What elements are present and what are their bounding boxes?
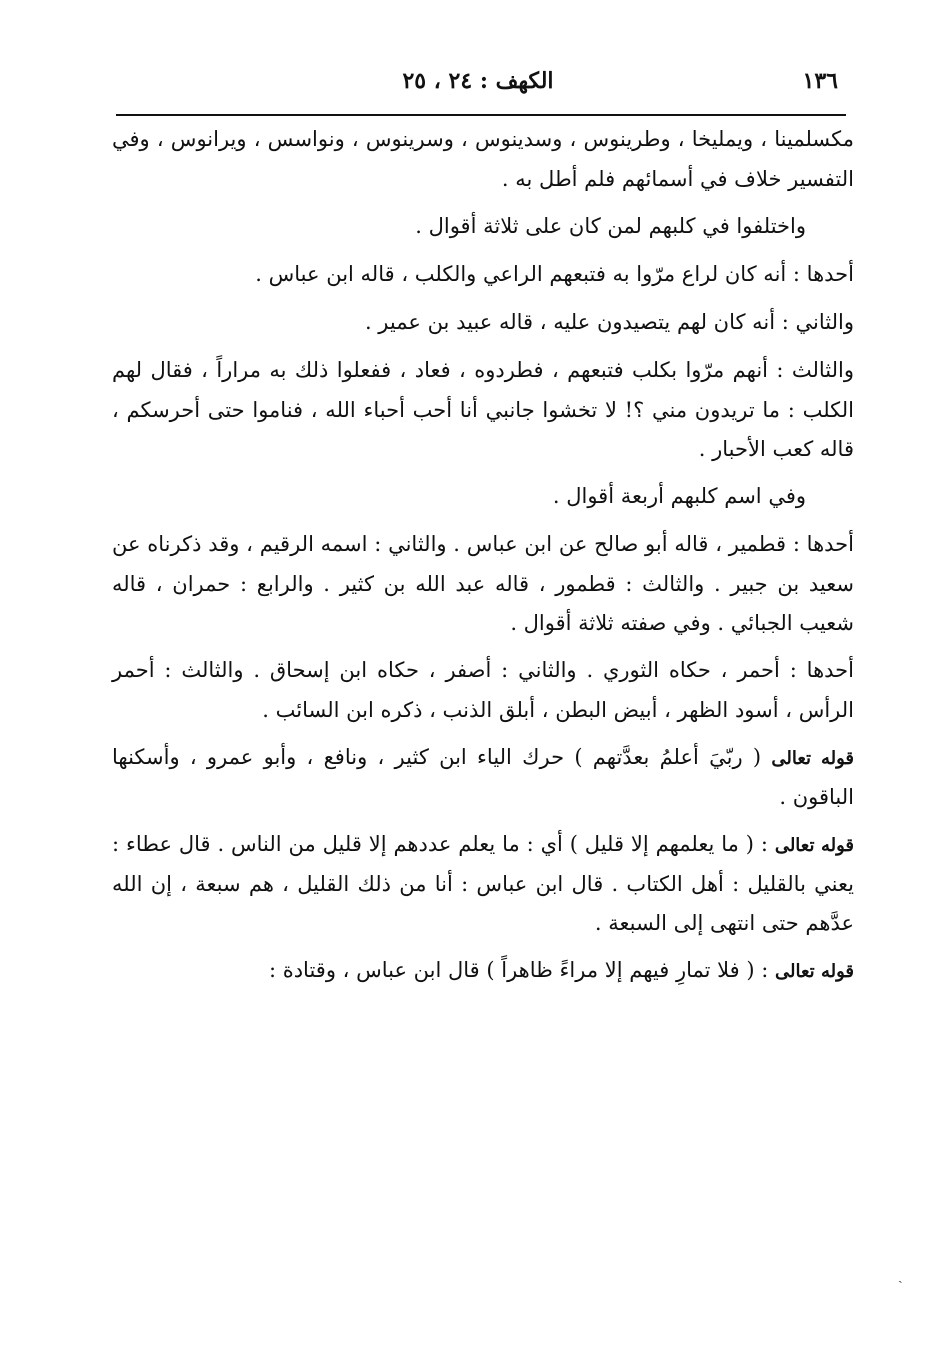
paragraph <box>112 351 854 469</box>
margin-mark-icon: ˎ <box>898 1268 903 1284</box>
paragraph-text: : ( ما يعلمهم إلا قليل ) أي : ما يعلم عددهم إلا قليل من الناس . قال عطاء : يعني بالقليل : أهل الكتاب . قال ابن عباس : أنا من ذلك القليل ، هم سبعة ، إن الله عدَّهم حتى انتهى إلى السبعة . <box>112 832 854 935</box>
paragraph <box>112 477 854 517</box>
page-number: ١٣٦ <box>802 68 838 94</box>
running-head: الكهف : ٢٤ ، ٢٥ <box>402 68 554 94</box>
paragraph-text: أحدها : أنه كان لراع مرّوا به فتبعهم الراعي والكلب ، قاله ابن عباس . <box>255 262 854 286</box>
body-text <box>112 120 854 999</box>
paragraph <box>112 303 854 343</box>
paragraph <box>112 255 854 295</box>
paragraph-lead: قوله تعالى <box>774 835 854 856</box>
paragraph-text: : ( فلا تمارِ فيهم إلا مراءً ظاهراً ) قال ابن عباس ، وقتادة : <box>268 958 776 982</box>
paragraph <box>112 120 854 199</box>
paragraph-text: مكسلمينا ، ويمليخا ، وطرينوس ، وسدينوس ، وسرينوس ، ونواسس ، ويرانوس ، وفي التفسير خلاف في أسمائهم فلم أطل به . <box>112 127 854 191</box>
paragraph-text: وفي اسم كلبهم أربعة أقوال . <box>552 484 806 508</box>
paragraph <box>112 525 854 643</box>
paragraph <box>112 951 854 991</box>
paragraph <box>112 651 854 730</box>
paragraph-text: ( ربّيَ أعلمُ بعدَّتهم ) حرك الياء ابن كثير ، ونافع ، وأبو عمرو ، وأسكنها الباقون . <box>112 745 854 809</box>
paragraph-lead: قوله تعالى <box>775 961 854 982</box>
paragraph-text: أحدها : أحمر ، حكاه الثوري . والثاني : أصفر ، حكاه ابن إسحاق . والثالث : أحمر الرأس ، أسود الظهر ، أبيض البطن ، أبلق الذنب ، ذكره ابن السائب . <box>112 658 854 722</box>
paragraph <box>112 207 854 247</box>
paragraph <box>112 738 854 817</box>
paragraph-lead: قوله تعالى <box>771 748 854 769</box>
paragraph-text: والثالث : أنهم مرّوا بكلب فتبعهم ، فطردوه ، فعاد ، ففعلوا ذلك به مراراً ، فقال لهم الكلب : ما تريدون مني ؟! لا تخشوا جانبي أنا أحب أحباء الله ، فناموا حتى أحرسكم ، قاله كعب الأحبار . <box>112 358 854 461</box>
paragraph-text: واختلفوا في كلبهم لمن كان على ثلاثة أقوال . <box>415 214 806 238</box>
paragraph-text: والثاني : أنه كان لهم يتصيدون عليه ، قاله عبيد بن عمير . <box>364 310 854 334</box>
paragraph <box>112 825 854 943</box>
page-header <box>118 64 838 104</box>
paragraph-text: أحدها : قطمير ، قاله أبو صالح عن ابن عباس . والثاني : اسمه الرقيم ، وقد ذكرناه عن سعيد بن جبير . والثالث : قطمور ، قاله عبد الله بن كثير . والرابع : حمران ، قاله شعيب الجبائي . وفي صفته ثلاثة أقوال . <box>112 532 854 635</box>
header-rule <box>116 114 846 116</box>
